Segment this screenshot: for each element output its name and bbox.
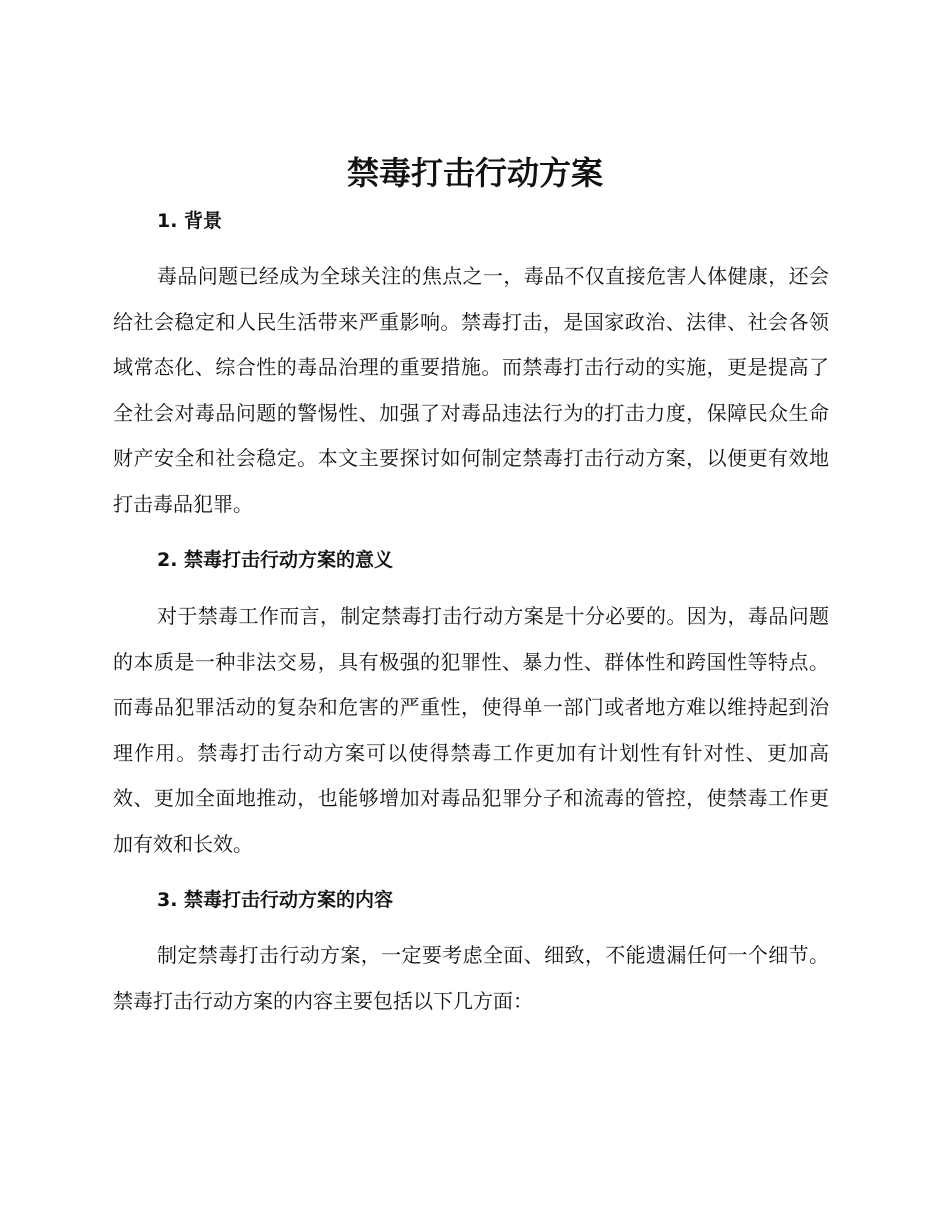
section-heading-content: 3. 禁毒打击行动方案的内容 — [157, 889, 394, 911]
section-heading-background: 1. 背景 — [157, 210, 223, 232]
section-paragraph-content: 制定禁毒打击行动方案，一定要考虑全面、细致，不能遗漏任何一个细节。禁毒打击行动方案的内容主要包括以下几方面： — [113, 943, 829, 1013]
section-heading-significance: 2. 禁毒打击行动方案的意义 — [157, 549, 394, 571]
document-title: 禁毒打击行动方案 — [346, 154, 603, 192]
section-paragraph-significance: 对于禁毒工作而言，制定禁毒打击行动方案是十分必要的。因为，毒品问题的本质是一种非法交易，具有极强的犯罪性、暴力性、群体性和跨国性等特点。而毒品犯罪活动的复杂和危害的严重性，使得单一部门或者地方难以维持起到治理作用。禁毒打击行动方案可以使得禁毒工作更加有计划性有针对性、更加高效、更加全面地推动，也能够增加对毒品犯罪分子和流毒的管控，使禁毒工作更加有效和长效。 — [113, 604, 829, 856]
section-paragraph-background: 毒品问题已经成为全球关注的焦点之一，毒品不仅直接危害人体健康，还会给社会稳定和人民生活带来严重影响。禁毒打击，是国家政治、法律、社会各领域常态化、综合性的毒品治理的重要措施。而禁毒打击行动的实施，更是提高了全社会对毒品问题的警惕性、加强了对毒品违法行为的打击力度，保障民众生命财产安全和社会稳定。本文主要探讨如何制定禁毒打击行动方案，以便更有效地打击毒品犯罪。 — [113, 264, 829, 516]
